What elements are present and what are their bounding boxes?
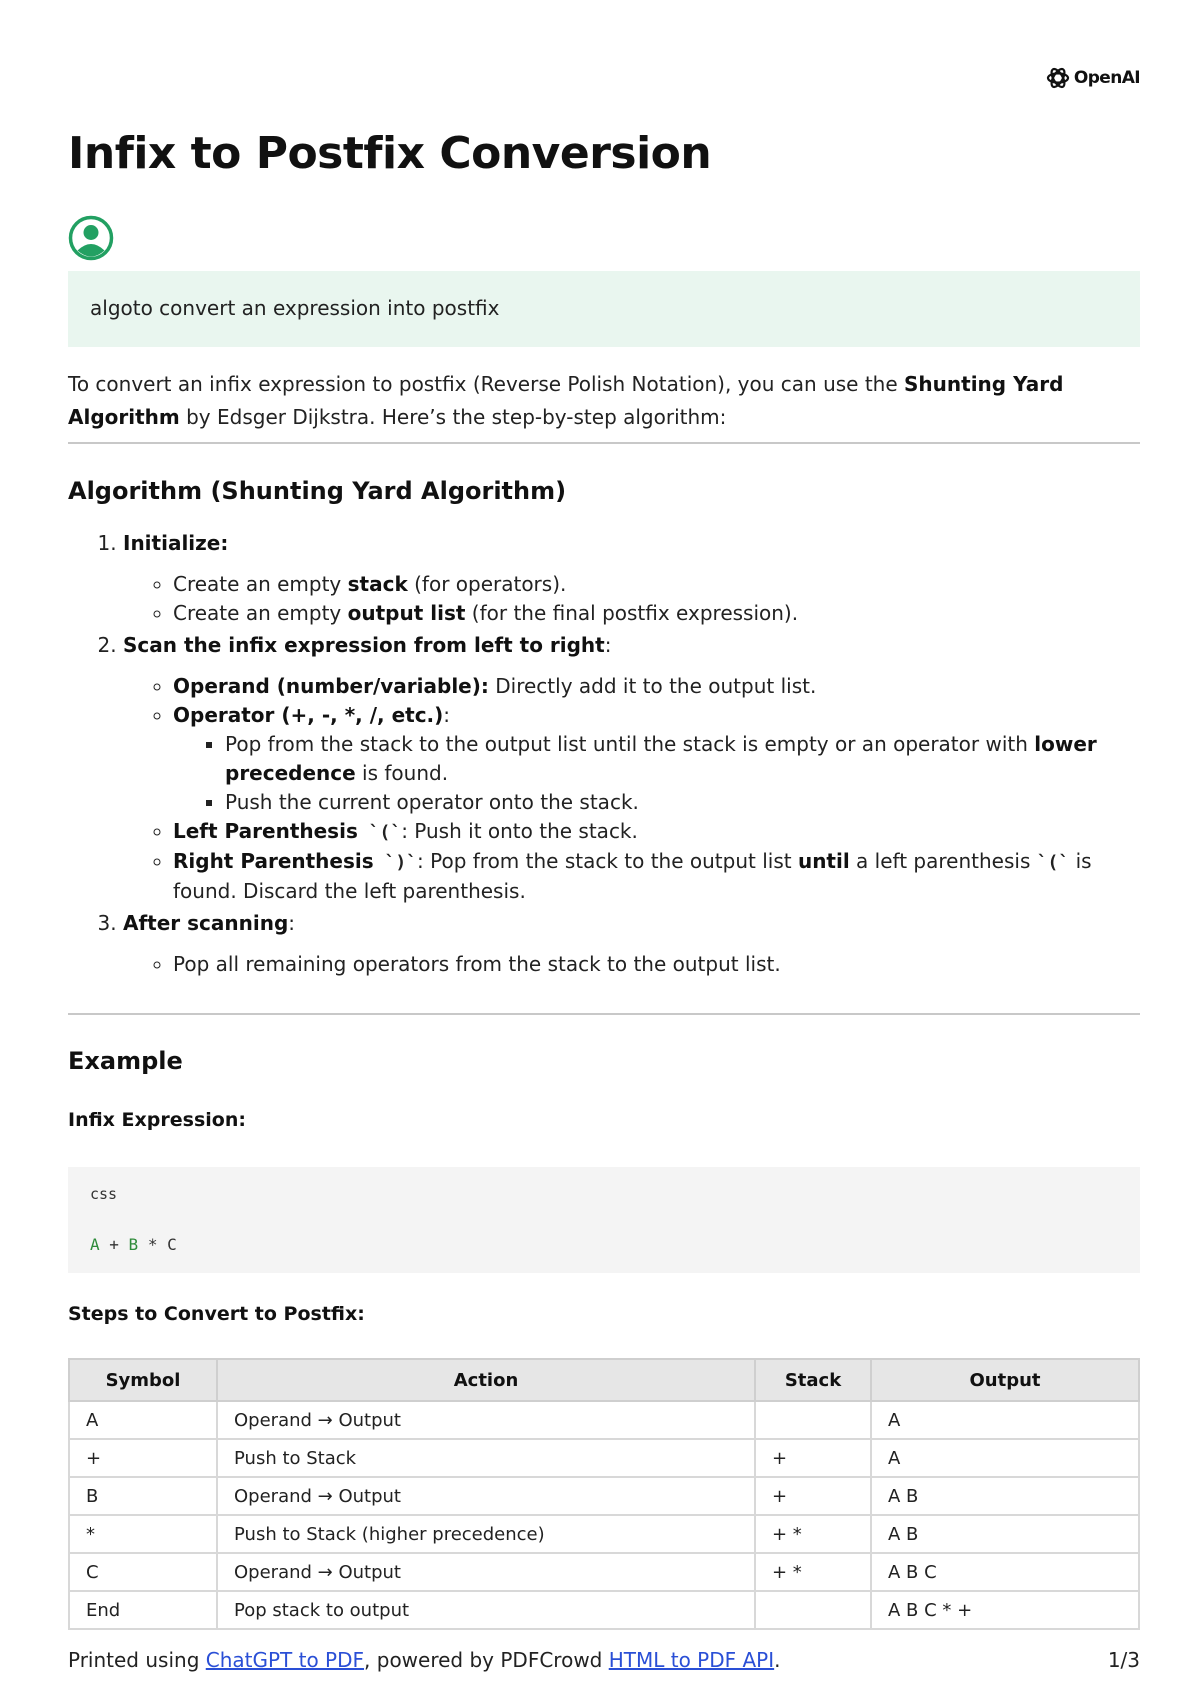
list-item: ◦ Pop all remaining operators from the stack to the output list. <box>173 950 1140 979</box>
infix-expression-label: Infix Expression: <box>68 1109 246 1131</box>
table-cell <box>755 1591 871 1629</box>
table-cell <box>755 1401 871 1439</box>
step-initialize: 1. Initialize: ◦ Create an empty stack (for operators). ◦ Create an empty output list (for the final postfix expression). <box>123 528 1140 628</box>
table-row <box>69 1591 1139 1629</box>
conversion-table <box>68 1358 1140 1630</box>
table-row <box>69 1477 1139 1515</box>
table-cell: * <box>69 1515 217 1553</box>
openai-logo-icon <box>1046 66 1070 90</box>
table-cell: A B <box>871 1515 1139 1553</box>
table-cell: Push to Stack <box>217 1439 755 1477</box>
column-header: Action <box>217 1359 755 1401</box>
list-item: ◦ Create an empty stack (for operators). <box>173 570 1140 599</box>
document-page <box>68 0 1140 1698</box>
list-item: ◦ Right Parenthesis `)`: Pop from the stack to the output list until a left parenthesis `(` is found. Discard the left parenthesis. <box>173 847 1140 906</box>
table-cell: + <box>755 1477 871 1515</box>
algorithm-steps <box>68 528 1140 981</box>
table-row <box>69 1401 1139 1439</box>
table-row <box>69 1439 1139 1477</box>
steps-label: Steps to Convert to Postfix: <box>68 1303 365 1325</box>
list-item: ◦ Operator (+, -, *, /, etc.): ▪ Pop from the stack to the output list until the stack is empty or an operator with lower precedence is found. ▪ Push the current operator onto the stack. <box>173 701 1140 817</box>
user-prompt: algoto convert an expression into postfix <box>68 271 1140 347</box>
divider <box>68 442 1140 444</box>
table-cell: Push to Stack (higher precedence) <box>217 1515 755 1553</box>
table-cell: Pop stack to output <box>217 1591 755 1629</box>
column-header: Stack <box>755 1359 871 1401</box>
table-cell: Operand → Output <box>217 1553 755 1591</box>
table-cell: B <box>69 1477 217 1515</box>
openai-logo <box>1046 66 1140 90</box>
page-footer: Printed using ChatGPT to PDF, powered by PDFCrowd HTML to PDF API. 1/3 <box>68 1648 1140 1672</box>
intro-paragraph: To convert an infix expression to postfix (Reverse Polish Notation), you can use the Shunting Yard Algorithm by Edsger Dijkstra. Here’s the step-by-step algorithm: <box>68 372 1064 429</box>
page-title: Infix to Postfix Conversion <box>68 128 712 179</box>
list-item: ▪ Pop from the stack to the output list until the stack is empty or an operator with lower precedence is found. <box>225 730 1140 788</box>
algorithm-heading: Algorithm (Shunting Yard Algorithm) <box>68 477 567 505</box>
list-item: ◦ Operand (number/variable): Directly add it to the output list. <box>173 672 1140 701</box>
table-cell: Operand → Output <box>217 1401 755 1439</box>
table-row <box>69 1553 1139 1591</box>
table-cell: + * <box>755 1515 871 1553</box>
openai-logo-text: OpenAI <box>1073 68 1140 88</box>
code-block <box>68 1167 1140 1273</box>
table-cell: A <box>871 1439 1139 1477</box>
table-cell: C <box>69 1553 217 1591</box>
list-item: ▪ Push the current operator onto the stack. <box>225 788 1140 817</box>
example-heading: Example <box>68 1047 183 1075</box>
table-cell: + <box>69 1439 217 1477</box>
page-number: 1/3 <box>1107 1648 1140 1672</box>
table-cell: Operand → Output <box>217 1477 755 1515</box>
list-item: ◦ Create an empty output list (for the final postfix expression). <box>173 599 1140 628</box>
step-after-scanning: 3. After scanning: ◦ Pop all remaining operators from the stack to the output list. <box>123 908 1140 979</box>
table-cell: + * <box>755 1553 871 1591</box>
user-avatar-icon <box>68 215 114 261</box>
table-cell: A B <box>871 1477 1139 1515</box>
column-header: Output <box>871 1359 1139 1401</box>
divider <box>68 1013 1140 1015</box>
table-cell: + <box>755 1439 871 1477</box>
table-cell: A <box>871 1401 1139 1439</box>
table-row <box>69 1515 1139 1553</box>
chatgpt-to-pdf-link[interactable]: ChatGPT to PDF <box>205 1648 365 1672</box>
code-language-label: css <box>90 1185 118 1203</box>
html-to-pdf-api-link[interactable]: HTML to PDF API <box>608 1648 775 1672</box>
column-header: Symbol <box>69 1359 217 1401</box>
table-cell: A <box>69 1401 217 1439</box>
list-item: ◦ Left Parenthesis `(`: Push it onto the stack. <box>173 817 1140 847</box>
code-content: A + B * C <box>90 1235 177 1254</box>
table-header-row <box>69 1359 1139 1401</box>
table-cell: End <box>69 1591 217 1629</box>
step-scan: 2. Scan the infix expression from left to right: ◦ Operand (number/variable): Directly add it to the output list. ◦ Operator (+, -, *, /, etc.): ▪ Pop from the stack to the output list until the stack is empty or an operator with lower precedence is found. ▪ Push the current operator onto the stack. ◦ Left Parenthesis `(`: Push it onto the stack. ◦ Right Parenthesis `)`: Pop from the stack to the output list until a left parenthesis `(` is found. Discard the left parenthesis. <box>123 630 1140 906</box>
table-cell: A B C <box>871 1553 1139 1591</box>
table-cell: A B C * + <box>871 1591 1139 1629</box>
